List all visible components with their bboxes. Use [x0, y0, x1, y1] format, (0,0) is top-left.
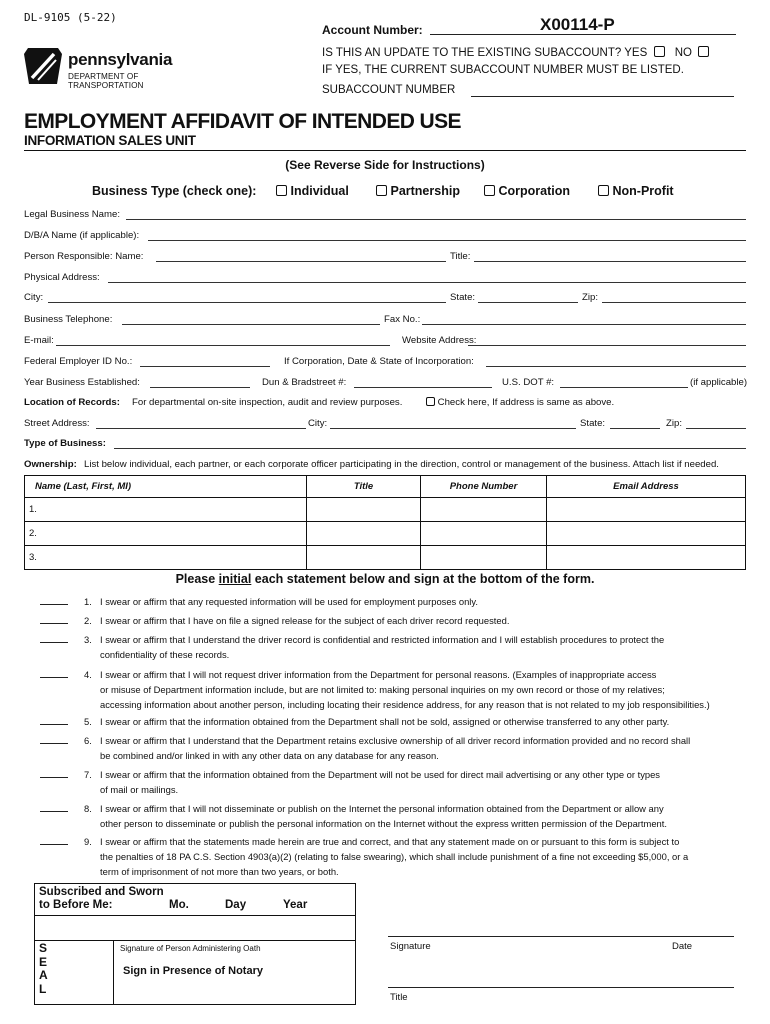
- records-city-field[interactable]: [330, 428, 576, 429]
- physical-address-label: Physical Address:: [24, 272, 100, 283]
- initial-field-9[interactable]: [40, 844, 68, 845]
- statement-line: I swear or affirm that I have on file a signed release for the subject of each driver record requested.: [100, 615, 510, 626]
- person-name-label: Person Responsible: Name:: [24, 251, 144, 262]
- statement-3: [24, 633, 746, 663]
- statement-line: I swear or affirm that the information obtained from the Department shall not be sold, assigned or otherwise transferred to any other party.: [100, 716, 670, 727]
- statement-line: or misuse of Department information include, but are not limited to: making personal inquiries on my own record or those of my relatives;: [100, 683, 665, 695]
- records-same-check[interactable]: [426, 397, 614, 408]
- street-row: [24, 418, 746, 432]
- statement-line: I swear or affirm that the statements made herein are true and correct, and that any statement made on or pursuant to this form is subject to: [100, 836, 680, 847]
- type-of-business-label: Type of Business:: [24, 438, 106, 449]
- phone-field[interactable]: [122, 324, 380, 325]
- dba-field[interactable]: [148, 240, 746, 241]
- option-corporation[interactable]: [484, 184, 570, 198]
- legal-name-label: Legal Business Name:: [24, 209, 120, 220]
- subscribed-sworn: [39, 886, 164, 912]
- seal-letter: L: [39, 981, 47, 996]
- partnership-label: Partnership: [390, 184, 460, 198]
- seal-divider: [113, 940, 114, 1004]
- statement-text: [100, 768, 746, 798]
- records-row: [24, 397, 746, 411]
- statement-5: [24, 715, 746, 730]
- day-label: Day: [225, 899, 247, 911]
- non-profit-label: Non-Profit: [612, 184, 674, 198]
- title-rule: [24, 150, 746, 151]
- update-question-text: IS THIS AN UPDATE TO THE EXISTING SUBACCOUNT? YES: [322, 47, 648, 59]
- fein-field[interactable]: [140, 366, 270, 367]
- see-reverse-note: (See Reverse Side for Instructions): [285, 158, 485, 172]
- person-row: [24, 251, 746, 265]
- records-zip-field[interactable]: [686, 428, 746, 429]
- statement-line: the penalties of 18 PA C.S. Section 4903(a)(2) (relating to false swearing), which shall include punishment of a fine not exceeding $5,000, or a: [100, 850, 689, 862]
- statement-9: [24, 835, 746, 880]
- email-cell[interactable]: [547, 546, 746, 570]
- update-question: [322, 46, 709, 59]
- person-title-field[interactable]: [474, 261, 746, 262]
- ownership-row: [24, 459, 746, 473]
- statement-text: [100, 734, 746, 764]
- seal-letter: S: [39, 941, 48, 955]
- row-number[interactable]: 1.: [25, 498, 307, 522]
- table-header-row: [25, 476, 746, 498]
- statement-7: [24, 768, 746, 798]
- title-cell[interactable]: [307, 498, 421, 522]
- no-checkbox[interactable]: [698, 46, 709, 57]
- statement-number: 8.: [84, 803, 92, 814]
- to-before-label: to Before Me:: [39, 899, 113, 911]
- year-label: Year: [283, 899, 308, 911]
- dba-label: D/B/A Name (if applicable):: [24, 230, 140, 241]
- ownership-table: [24, 475, 746, 570]
- records-label: Location of Records:: [24, 397, 120, 408]
- month-label: Mo.: [169, 899, 189, 911]
- city-label: City:: [24, 292, 44, 303]
- records-city-label: City:: [308, 418, 328, 429]
- option-non-profit[interactable]: [598, 184, 674, 198]
- statement-text: [100, 715, 746, 730]
- physical-address-field[interactable]: [108, 282, 746, 283]
- subscribed-label: Subscribed and Sworn: [39, 886, 164, 898]
- row-number[interactable]: 2.: [25, 522, 307, 546]
- statement-number: 4.: [84, 669, 92, 680]
- seal-label: [39, 942, 49, 996]
- year-row: [24, 377, 746, 391]
- if-applicable-note: (if applicable): [690, 377, 748, 388]
- initial-field-3[interactable]: [40, 642, 68, 643]
- zip-label: Zip:: [582, 292, 598, 303]
- physical-row: [24, 272, 746, 286]
- option-partnership[interactable]: [376, 184, 460, 198]
- notary-signature-field[interactable]: [115, 954, 353, 1002]
- duns-field[interactable]: [354, 387, 492, 388]
- statement-line: I swear or affirm that any requested information will be used for employment purposes only.: [100, 596, 478, 607]
- statement-4: [24, 668, 746, 713]
- dot-label: U.S. DOT #:: [502, 377, 555, 388]
- statement-line: I swear or affirm that I understand the driver record is confidential and restricted information and I will establish procedures to protect the: [100, 634, 665, 645]
- email-cell[interactable]: [547, 522, 746, 546]
- records-zip-label: Zip:: [666, 418, 682, 429]
- dba-row: [24, 230, 746, 244]
- person-title-label: Title:: [450, 251, 471, 262]
- statement-line: I swear or affirm that I will not disseminate or publish on the Internet the personal information obtained from the Department or allow any: [100, 803, 664, 814]
- statement-line: I swear or affirm that the information obtained from the Department will not be used for direct mail advertising or any other type or types: [100, 769, 660, 780]
- statement-number: 2.: [84, 615, 92, 626]
- incorporation-label: If Corporation, Date & State of Incorporation:: [284, 356, 474, 367]
- legal-name-field[interactable]: [126, 219, 746, 220]
- account-number-field[interactable]: X00114-P: [540, 15, 615, 34]
- initial-field-6[interactable]: [40, 743, 68, 744]
- row-number[interactable]: 3.: [25, 546, 307, 570]
- please-initial: initial: [218, 572, 252, 586]
- email-row: [24, 335, 746, 349]
- title-field[interactable]: [388, 987, 734, 988]
- state-field[interactable]: [478, 302, 578, 303]
- statement-line: I swear or affirm that I will not request driver information from the Department for personal reasons. (Examples of inappropriate access: [100, 669, 657, 680]
- type-of-business-field[interactable]: [114, 448, 746, 449]
- seal-letter: A: [39, 968, 48, 982]
- title-cell[interactable]: [307, 546, 421, 570]
- year-established-label: Year Business Established:: [24, 377, 140, 388]
- initial-field-8[interactable]: [40, 811, 68, 812]
- statement-line: confidentiality of these records.: [100, 648, 230, 660]
- statement-text: [100, 802, 746, 832]
- initial-field-4[interactable]: [40, 677, 68, 678]
- form-title: EMPLOYMENT AFFIDAVIT OF INTENDED USE: [24, 110, 461, 133]
- statement-line: of mail or mailings.: [100, 783, 179, 795]
- phone-cell[interactable]: [421, 546, 547, 570]
- phone-cell[interactable]: [421, 522, 547, 546]
- initial-field-5[interactable]: [40, 724, 68, 725]
- notary-date-field[interactable]: [35, 916, 355, 940]
- initial-instruction: [0, 572, 770, 586]
- statement-text: [100, 835, 746, 879]
- account-number-label: Account Number:: [322, 23, 423, 37]
- col-phone: Phone Number: [421, 476, 547, 498]
- statement-line: be combined and/or linked in with any other data on any database for any reason.: [100, 749, 439, 761]
- individual-checkbox[interactable]: [276, 185, 287, 196]
- phone-label: Business Telephone:: [24, 314, 113, 325]
- fein-row: [24, 356, 746, 370]
- type-of-business-row: [24, 438, 746, 452]
- statement-line: accessing information about another person, including locating their residence address, for any reason that is not related to my job responsibilities.): [100, 698, 710, 710]
- records-same-label: Check here, If address is same as above.: [437, 397, 615, 408]
- signer-title-label: Title: [390, 992, 408, 1003]
- statement-2: [24, 614, 746, 629]
- person-name-field[interactable]: [156, 261, 446, 262]
- please-post: each statement below and sign at the bottom of the form.: [251, 572, 595, 586]
- statement-8: [24, 802, 746, 832]
- no-label: NO: [674, 47, 692, 59]
- date-label: Date: [672, 941, 693, 952]
- email-cell[interactable]: [547, 498, 746, 522]
- subaccount-field[interactable]: [471, 96, 734, 97]
- statement-text: [100, 668, 746, 712]
- dot-field[interactable]: [560, 387, 688, 388]
- street-field[interactable]: [96, 428, 306, 429]
- col-email: Email Address: [547, 476, 746, 498]
- website-label: Website Address:: [402, 335, 477, 346]
- statement-text: [100, 614, 746, 629]
- signature-label: Signature: [390, 941, 431, 952]
- signature-field[interactable]: [388, 936, 734, 937]
- statement-number: 6.: [84, 735, 92, 746]
- if-yes-note: IF YES, THE CURRENT SUBACCOUNT NUMBER MUST BE LISTED.: [322, 64, 684, 76]
- state-label: State:: [450, 292, 476, 303]
- fax-label: Fax No.:: [384, 314, 421, 325]
- sign-presence-note: Sign in Presence of Notary: [123, 965, 263, 977]
- form-subtitle: INFORMATION SALES UNIT: [24, 133, 196, 148]
- fax-field[interactable]: [422, 324, 746, 325]
- year-established-field[interactable]: [150, 387, 250, 388]
- individual-label: Individual: [290, 184, 349, 198]
- statement-line: term of imprisonment of not more than two years, or both.: [100, 865, 339, 877]
- keystone-logo-icon: [24, 48, 62, 84]
- email-field[interactable]: [56, 345, 390, 346]
- phone-cell[interactable]: [421, 498, 547, 522]
- please-pre: Please: [175, 572, 219, 586]
- statement-line: I swear or affirm that I understand that the Department retains exclusive ownership of all driver record information provided and no record shall: [100, 735, 691, 746]
- seal-letter: E: [39, 954, 48, 969]
- statement-number: 5.: [84, 716, 92, 727]
- partnership-checkbox[interactable]: [376, 185, 387, 196]
- logo-name: pennsylvania: [68, 50, 173, 69]
- statement-6: [24, 734, 746, 764]
- non-profit-checkbox[interactable]: [598, 185, 609, 196]
- form-id: DL-9105 (5-22): [24, 11, 117, 24]
- subaccount-label: SUBACCOUNT NUMBER: [322, 84, 456, 96]
- incorporation-field[interactable]: [486, 366, 746, 367]
- statement-number: 3.: [84, 634, 92, 645]
- title-cell[interactable]: [307, 522, 421, 546]
- records-state-label: State:: [580, 418, 606, 429]
- initial-field-2[interactable]: [40, 623, 68, 624]
- corporation-label: Corporation: [498, 184, 571, 198]
- statement-1: [24, 595, 746, 610]
- city-row: [24, 292, 746, 306]
- fein-label: Federal Employer ID No.:: [24, 356, 133, 367]
- logo-dept: DEPARTMENT OF TRANSPORTATION: [68, 72, 144, 90]
- statement-number: 1.: [84, 596, 92, 607]
- statement-text: [100, 633, 746, 663]
- business-type-label: Business Type (check one):: [92, 184, 257, 198]
- penndot-logo: [24, 48, 214, 90]
- notary-signature-label: Signature of Person Administering Oath: [120, 944, 261, 953]
- initial-field-1[interactable]: [40, 604, 68, 605]
- option-individual[interactable]: [276, 184, 349, 198]
- table-row: [25, 522, 746, 546]
- city-field[interactable]: [48, 302, 446, 303]
- records-state-field[interactable]: [610, 428, 660, 429]
- statement-text: [100, 595, 746, 610]
- statement-number: 9.: [84, 836, 92, 847]
- table-row: [25, 546, 746, 570]
- legal-name-row: [24, 209, 746, 223]
- col-name: Name (Last, First, MI): [25, 476, 307, 498]
- ownership-text: List below individual, each partner, or each corporate officer participating in the direction, control or management of the business. Attach list if needed.: [84, 459, 719, 470]
- table-row: [25, 498, 746, 522]
- zip-field[interactable]: [602, 302, 746, 303]
- statement-number: 7.: [84, 769, 92, 780]
- notary-box: [34, 883, 356, 1005]
- ownership-label: Ownership:: [24, 459, 77, 470]
- initial-field-7[interactable]: [40, 777, 68, 778]
- duns-label: Dun & Bradstreet #:: [262, 377, 347, 388]
- col-title: Title: [307, 476, 421, 498]
- phone-row: [24, 314, 746, 328]
- yes-checkbox[interactable]: [654, 46, 665, 57]
- street-label: Street Address:: [24, 418, 90, 429]
- records-same-checkbox[interactable]: [426, 397, 435, 406]
- website-field[interactable]: [468, 345, 746, 346]
- statement-line: other person to disseminate or publish the personal information on the Internet without the express written permission of the Department.: [100, 817, 667, 829]
- records-text: For departmental on-site inspection, audit and review purposes.: [132, 397, 403, 408]
- corporation-checkbox[interactable]: [484, 185, 495, 196]
- email-label: E-mail:: [24, 335, 54, 346]
